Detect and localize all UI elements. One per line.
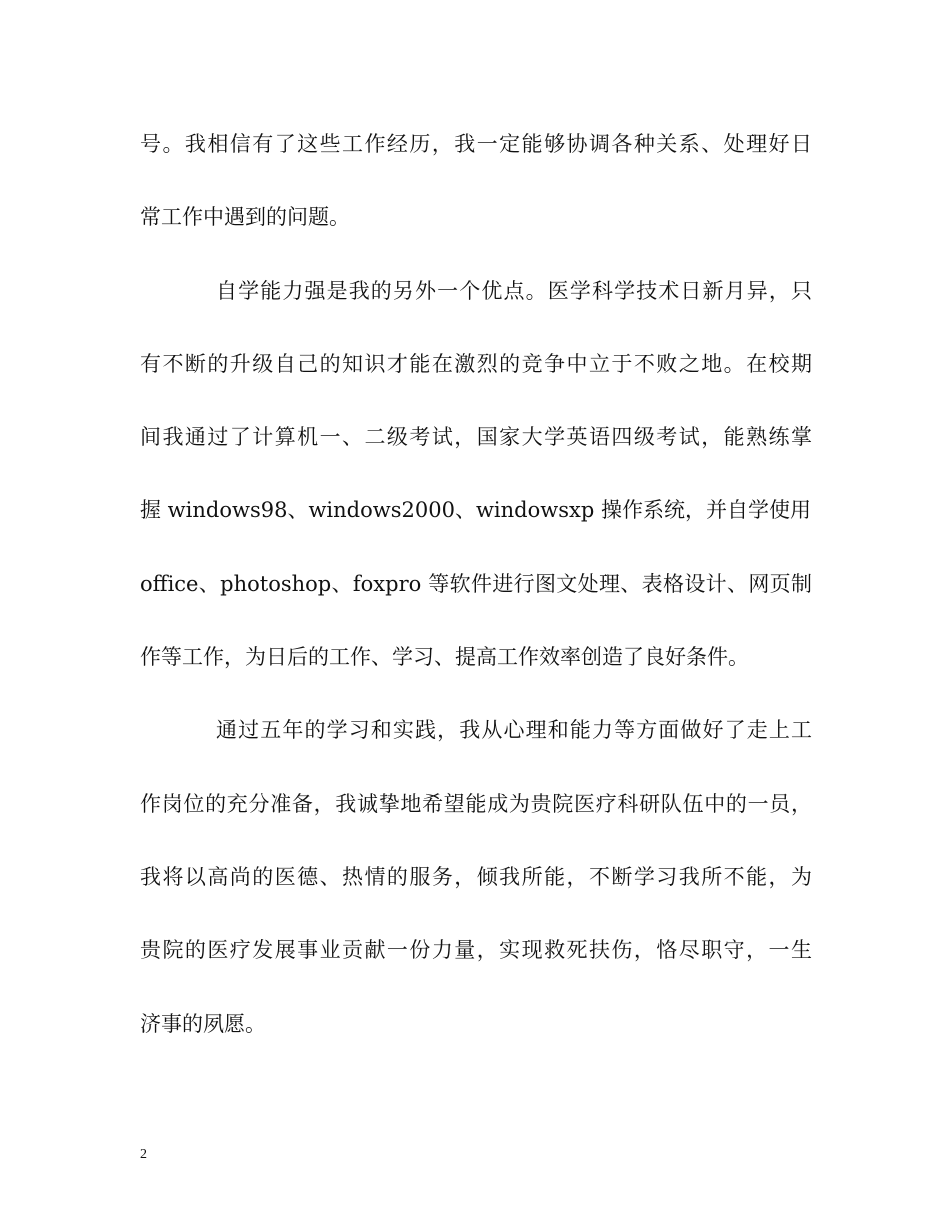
text-line: 号。我相信有了这些工作经历，我一定能够协调各种关系、处理好日 <box>140 132 812 156</box>
text-line: 贵院的医疗发展事业贡献一份力量，实现救死扶伤，恪尽职守，一生 <box>140 938 812 963</box>
text-line: 我将以高尚的医德、热情的服务，倾我所能，不断学习我所不能，为 <box>140 864 812 889</box>
text-line: office、photoshop、foxpro 等软件进行图文处理、表格设计、网页制 <box>140 571 812 596</box>
text-line: 济事的夙愿。 <box>140 1011 266 1036</box>
text-line: 间我通过了计算机一、二级考试，国家大学英语四级考试，能熟练掌 <box>140 425 812 450</box>
paragraph-start-line: 通过五年的学习和实践，我从心理和能力等方面做好了走上工 <box>216 718 812 743</box>
text-line: 常工作中遇到的问题。 <box>140 205 350 230</box>
paragraph-start-line: 自学能力强是我的另外一个优点。医学科学技术日新月异，只 <box>216 278 812 303</box>
text-line: 作等工作，为日后的工作、学习、提高工作效率创造了良好条件。 <box>140 645 749 670</box>
text-line: 握 windows98、windows2000、windowsxp 操作系统，并自学使用 <box>140 498 811 523</box>
body-text <box>140 118 812 1071</box>
text-line: 作岗位的充分准备，我诚挚地希望能成为贵院医疗科研队伍中的一员， <box>140 791 812 816</box>
page-number: 2 <box>140 1147 147 1162</box>
text-line: 有不断的升级自己的知识才能在激烈的竞争中立于不败之地。在校期 <box>140 351 812 376</box>
